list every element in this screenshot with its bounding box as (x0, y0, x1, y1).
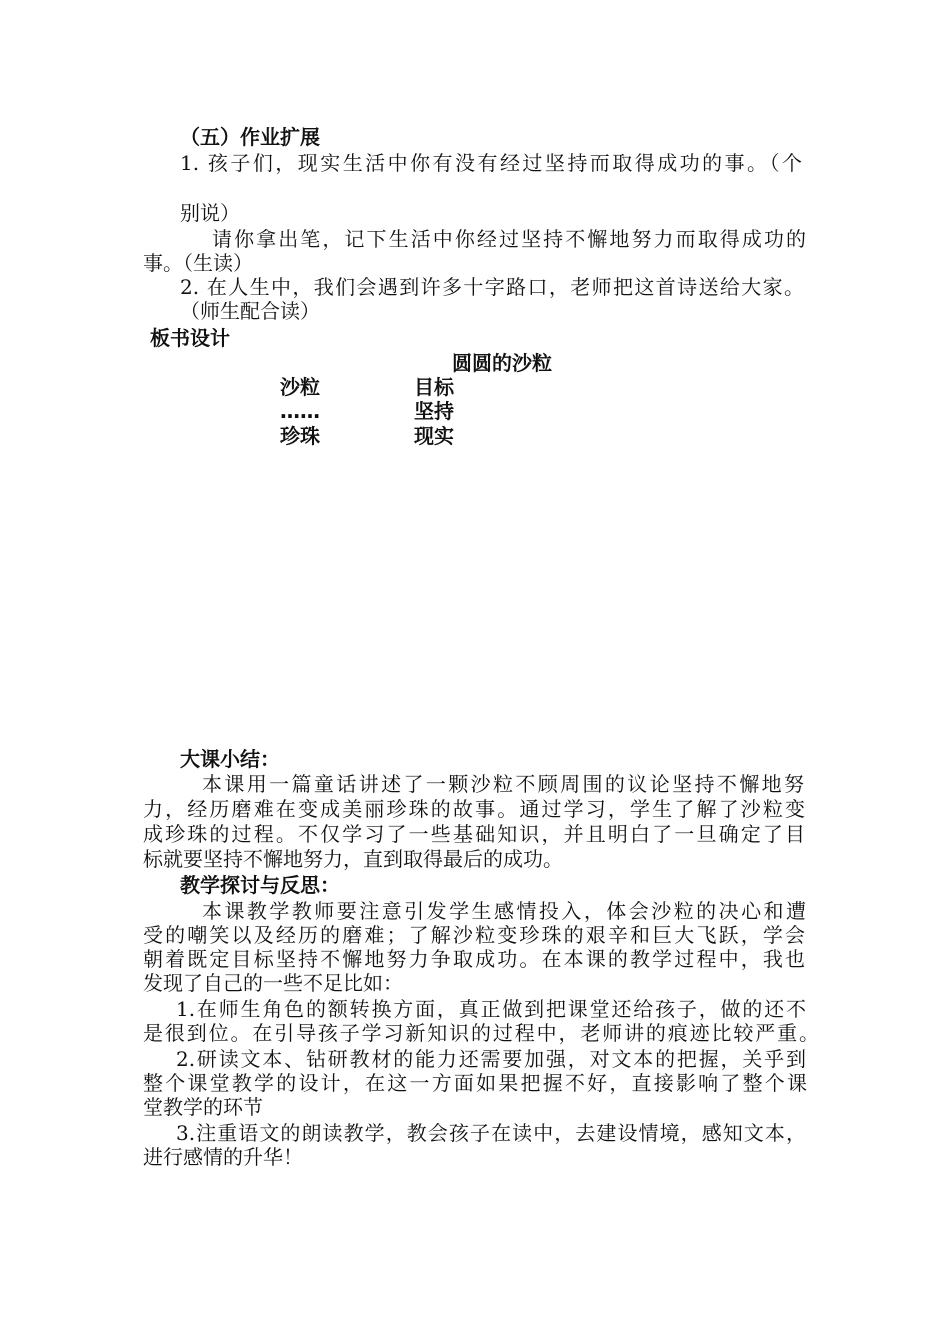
summary-line-3: 成珍珠的过程。不仅学习了一些基础知识，并且明白了一旦确定了目 (143, 822, 805, 846)
board-title: 圆圆的沙粒 (452, 351, 552, 375)
summary-line-2: 力，经历磨难在变成美丽珍珠的故事。通过学习，学生了解了沙粒变 (143, 797, 805, 821)
reflection-line-3: 朝着既定目标坚持不懈地努力争取成功。在本课的教学过程中，我也 (143, 947, 805, 971)
homework-item1-line2: 别说） (180, 201, 240, 225)
board-row2-left: …… (280, 399, 320, 423)
reflection-line-6: 是很到位。在引导孩子学习新知识的过程中，老师讲的痕迹比较严重。 (143, 1021, 819, 1045)
board-row3-right: 现实 (414, 424, 454, 448)
homework-item2-line2: （师生配合读） (180, 299, 320, 323)
reflection-line-8: 整个课堂教学的设计，在这一方面如果把握不好，直接影响了整个课 (143, 1071, 807, 1095)
reflection-heading: 教学探讨与反思： (180, 873, 340, 897)
board-row3-left: 珍珠 (280, 424, 320, 448)
board-heading: 板书设计 (150, 326, 230, 350)
reflection-line-2: 受的嘲笑以及经历的磨难；了解沙粒变珍珠的艰辛和巨大飞跃，学会 (143, 923, 805, 947)
board-row1-right: 目标 (414, 375, 454, 399)
reflection-line-7: 2.研读文本、钻研教材的能力还需要加强，对文本的把握，关乎到 (176, 1047, 806, 1071)
reflection-line-11: 进行感情的升华！ (143, 1145, 303, 1169)
summary-line-1: 本课用一篇童话讲述了一颗沙粒不顾周围的议论坚持不懈地努 (202, 772, 804, 796)
board-row2-right: 坚持 (414, 399, 454, 423)
homework-item2-line1: 2. 在人生中，我们会遇到许多十字路口，老师把这首诗送给大家。 (180, 275, 804, 299)
board-row1-left: 沙粒 (280, 375, 320, 399)
homework-heading: （五）作业扩展 (180, 125, 320, 149)
homework-item1-line3: 请你拿出笔，记下生活中你经过坚持不懈地努力而取得成功的 (212, 227, 806, 251)
reflection-line-10: 3.注重语文的朗读教学，教会孩子在读中，去建设情境，感知文本， (176, 1121, 806, 1145)
homework-item1-line4: 事。（生读） (143, 251, 253, 275)
reflection-line-4: 发现了自己的一些不足比如： (143, 971, 403, 995)
homework-item1-line1: 1. 孩子们，现实生活中你有没有经过坚持而取得成功的事。（个 (180, 151, 802, 175)
reflection-line-1: 本课教学教师要注意引发学生感情投入，体会沙粒的决心和遭 (202, 899, 806, 923)
reflection-line-9: 堂教学的环节 (143, 1095, 263, 1119)
summary-heading: 大课小结： (180, 747, 280, 771)
reflection-line-5: 1.在师生角色的额转换方面，真正做到把课堂还给孩子，做的还不 (176, 997, 806, 1021)
summary-line-4: 标就要坚持不懈地努力，直到取得最后的成功。 (143, 847, 563, 871)
